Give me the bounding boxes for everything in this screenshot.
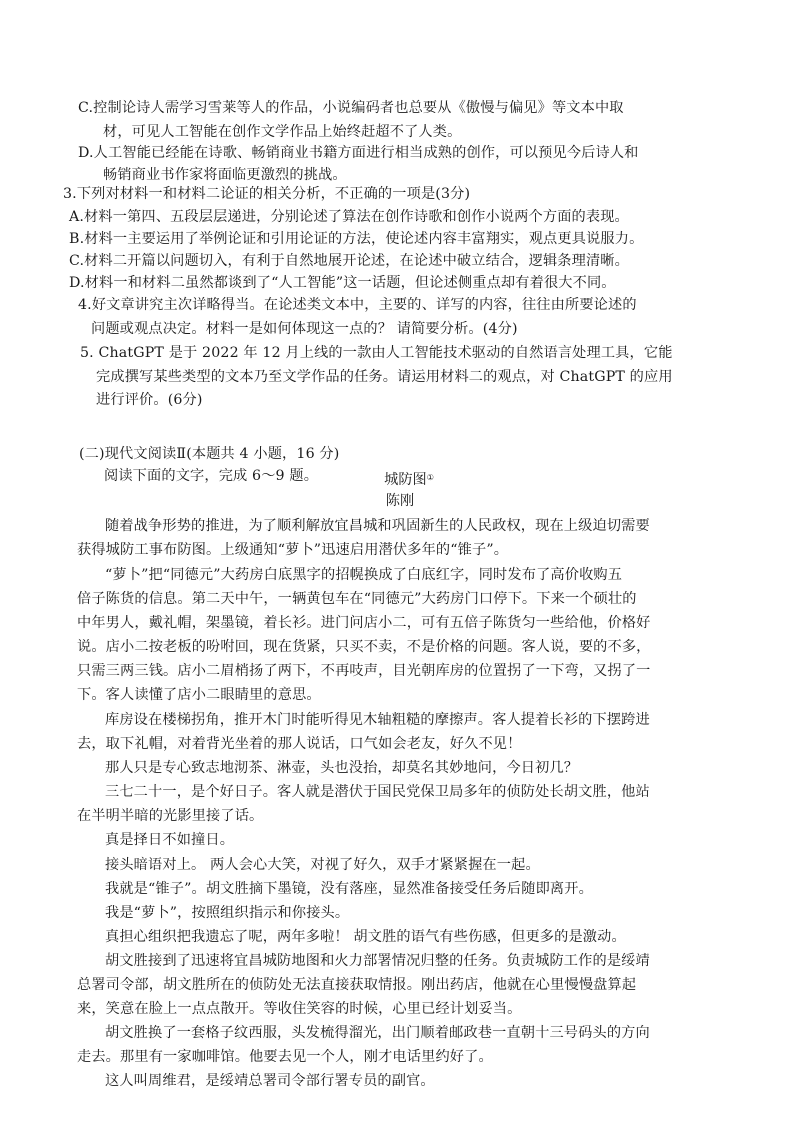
story-line: 倍子陈货的信息。第二天中午，一辆黄包车在“同德元”大药房门口停下。下来一个硕壮的 — [77, 591, 637, 607]
story-line: 真担心组织把我遗忘了呢，两年多啦！ 胡文胜的语气有些伤感，但更多的是激动。 — [105, 929, 626, 945]
story-line: 总署司令部，胡文胜所在的侦防处无法直接获取情报。刚出药店，他就在心里慢慢盘算起 — [77, 977, 637, 993]
story-line: 来，笑意在脸上一点点散开。等收住笑容的时候，心里已经计划妥当。 — [77, 1001, 522, 1017]
story-line: 只需三两三钱。店小二眉梢扬了两下，不再吱声，目光朝库房的位置拐了一下弯，又拐了一 — [77, 663, 651, 679]
story-line: 获得城防工事布防图。上级通知“萝卜”迅速启用潜伏多年的“锥子”。 — [77, 542, 509, 558]
section-instruction: 阅读下面的文字，完成 6～9 题。 — [104, 468, 319, 484]
story-line: “萝卜”把“同德元”大药房白底黑字的招幌换成了白底红字，同时发布了高价收购五 — [105, 567, 623, 583]
q3-option-a: A.材料一第四、五段层层递进，分别论述了算法在创作诗歌和创作小说两个方面的表现。 — [69, 209, 629, 225]
q5-line1: 5. ChatGPT 是于 2022 年 12 月上线的一款由人工智能技术驱动的自然语言处理工具，它能 — [80, 345, 673, 361]
q2-option-c-line1: C.控制论诗人需学习雪莱等人的作品，小说编码者也总要从《傲慢与偏见》等文本中取 — [78, 100, 624, 116]
story-line: 库房设在楼梯拐角，推开木门时能听得见木轴粗糙的摩擦声。客人提着长衫的下摆跨进 — [105, 712, 650, 728]
story-line: 三七二十一，是个好日子。客人就是潜伏于国民党保卫局多年的侦防处长胡文胜，他站 — [105, 784, 650, 800]
story-title-text: 城防图 — [384, 472, 427, 488]
story-author-text: 陈刚 — [385, 493, 415, 509]
story-line: 这人叫周维君，是绥靖总署司令部行署专员的副官。 — [105, 1073, 435, 1089]
story-line: 走去。那里有一家咖啡馆。他要去见一个人，刚才电话里约好了。 — [77, 1049, 493, 1065]
q3-stem: 3.下列对材料一和材料二论证的相关分析，不正确的一项是(3分) — [63, 186, 471, 202]
q3-option-c: C.材料二开篇以问题切入，有利于自然地展开论述，在论述中破立结合，逻辑条理清晰。 — [69, 253, 629, 269]
story-line: 我是“萝卜”，按照组织指示和你接头。 — [105, 905, 350, 921]
section-heading: (二)现代文阅读Ⅱ(本题共 4 小题，16 分) — [79, 446, 340, 462]
story-line: 下。客人读懂了店小二眼睛里的意思。 — [77, 687, 321, 703]
q5-line2: 完成撰写某些类型的文本乃至文学作品的任务。请运用材料二的观点，对 ChatGPT 的应用 — [96, 369, 673, 385]
q2-option-d-line2: 畅销商业书作家将面临更激烈的挑战。 — [103, 167, 347, 183]
story-line: 去，取下礼帽，对着背光坐着的那人说话，口气如会老友，好久不见！ — [77, 736, 522, 752]
story-line: 真是择日不如撞日。 — [105, 832, 235, 848]
story-line: 在半明半暗的光影里接了话。 — [77, 808, 264, 824]
q3-option-d: D.材料一和材料二虽然都谈到了“人工智能”这一话题，但论述侧重点却有着很大不同。 — [69, 275, 616, 291]
story-line: 胡文胜接到了迅速将宜昌城防地图和火力部署情况归整的任务。负责城防工作的是绥靖 — [105, 953, 650, 969]
story-line: 随着战争形势的推进，为了顺利解放宜昌城和巩固新生的人民政权，现在上级迫切需要 — [105, 518, 650, 534]
title-footnote-marker: ① — [426, 473, 434, 482]
story-line: 那人只是专心致志地沏茶、淋壶，头也没抬，却莫名其妙地问，今日初几？ — [105, 760, 579, 776]
q5-line3: 进行评价。(6分) — [96, 392, 203, 408]
story-line: 说。店小二按老板的吩咐回，现在货紧，只买不卖，不是价格的问题。客人说，要的不多， — [77, 639, 651, 655]
q4-line1: 4.好文章讲究主次详略得当。在论述类文本中，主要的、详写的内容，往往由所要论述的 — [78, 297, 637, 313]
q3-option-b: B.材料一主要运用了举例论证和引用论证的方法，使论述内容丰富翔实，观点更具说服力。 — [69, 231, 644, 247]
story-title — [0, 470, 794, 490]
q4-line2: 问题或观点决定。材料一是如何体现这一点的？ 请简要分析。(4分) — [91, 321, 518, 337]
story-author — [0, 491, 794, 511]
story-line: 中年男人，戴礼帽，架墨镜，着长衫。进门问店小二，可有五倍子陈货匀一些给他，价格好 — [77, 615, 651, 631]
story-line: 接头暗语对上。 两人会心大笑，对视了好久，双手才紧紧握在一起。 — [105, 857, 540, 873]
story-line: 我就是“锥子”。胡文胜摘下墨镜，没有落座，显然准备接受任务后随即离开。 — [105, 881, 593, 897]
q2-option-d-line1: D.人工智能已经能在诗歌、畅销商业书籍方面进行相当成熟的创作，可以预见今后诗人和 — [78, 145, 639, 161]
q2-option-c-line2: 材，可见人工智能在创作文学作品上始终赶超不了人类。 — [103, 124, 462, 140]
story-line: 胡文胜换了一套格子纹西服，头发梳得溜光，出门顺着邮政巷一直朝十三号码头的方向 — [105, 1025, 650, 1041]
